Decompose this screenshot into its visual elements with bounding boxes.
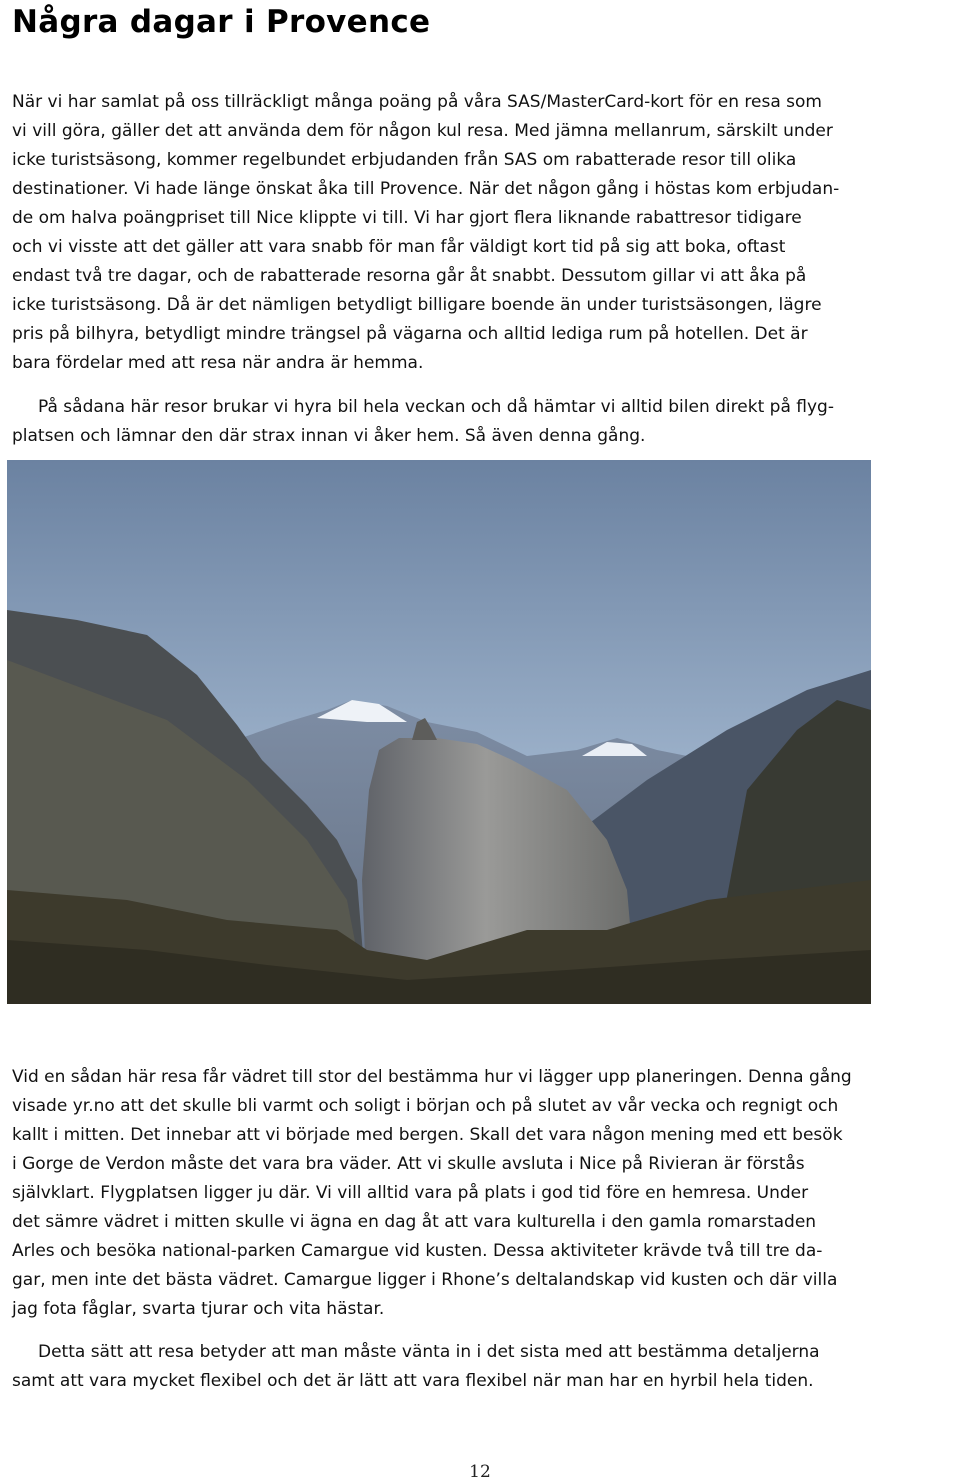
text-line: självklart. Flygplatsen ligger ju där. Vi vill alltid vara på plats i god tid före en hemresa. Under	[12, 1183, 809, 1203]
text-line: icke turistsäsong, kommer regelbundet erbjudanden från SAS om rabatterade resor till olika	[12, 150, 797, 170]
text-line: jag fota fåglar, svarta tjurar och vita hästar.	[12, 1299, 385, 1319]
text-line: icke turistsäsong. Då är det nämligen betydligt billigare boende än under turistsäsongen, lägre	[12, 295, 822, 315]
paragraph-intro	[12, 88, 952, 378]
text-line: i Gorge de Verdon måste det vara bra väder. Att vi skulle avsluta i Nice på Rivieran är förstås	[12, 1154, 805, 1174]
text-line: visade yr.no att det skulle bli varmt och soligt i början och på slutet av vår vecka och regnigt och	[12, 1096, 839, 1116]
mountain-landscape-photo	[7, 460, 871, 1004]
text-line: endast två tre dagar, och de rabatterade resorna går åt snabbt. Dessutom gillar vi att åka på	[12, 266, 807, 286]
text-line: samt att vara mycket flexibel och det är lätt att vara flexibel när man har en hyrbil hela tiden.	[12, 1371, 814, 1391]
text-line: När vi har samlat på oss tillräckligt många poäng på våra SAS/MasterCard-kort för en resa som	[12, 92, 822, 112]
text-line: Vid en sådan här resa får vädret till stor del bestämma hur vi lägger upp planeringen. Denna gång	[12, 1067, 852, 1087]
text-line: gar, men inte det bästa vädret. Camargue ligger i Rhone’s deltalandskap vid kusten och där villa	[12, 1270, 838, 1290]
page-number: 12	[469, 1462, 491, 1482]
text-line: Arles och besöka national-parken Camargue vid kusten. Dessa aktiviteter krävde två till tre da-	[12, 1241, 823, 1261]
paragraph-car-rental	[12, 393, 952, 451]
text-line: Detta sätt att resa betyder att man måste vänta in i det sista med att bestämma detaljerna	[38, 1342, 820, 1362]
text-line: platsen och lämnar den där strax innan vi åker hem. Så även denna gång.	[12, 426, 646, 446]
text-line: vi vill göra, gäller det att använda dem för någon kul resa. Med jämna mellanrum, särskilt under	[12, 121, 833, 141]
paragraph-weather	[12, 1063, 952, 1324]
text-line: kallt i mitten. Det innebar att vi började med bergen. Skall det vara någon mening med ett besök	[12, 1125, 843, 1145]
page-title: Några dagar i Provence	[12, 4, 431, 40]
text-line: bara fördelar med att resa när andra är hemma.	[12, 353, 424, 373]
text-line: På sådana här resor brukar vi hyra bil hela veckan och då hämtar vi alltid bilen direkt på flyg-	[38, 397, 834, 417]
text-line: det sämre vädret i mitten skulle vi ägna en dag åt att vara kulturella i den gamla romarstaden	[12, 1212, 817, 1232]
text-line: de om halva poängpriset till Nice klippte vi till. Vi har gjort flera liknande rabattresor tidigare	[12, 208, 802, 228]
photo-illustration	[7, 460, 871, 1004]
text-line: pris på bilhyra, betydligt mindre trängsel på vägarna och alltid lediga rum på hotellen. Det är	[12, 324, 808, 344]
text-line: och vi visste att det gäller att vara snabb för man får väldigt kort tid på sig att boka, oftast	[12, 237, 786, 257]
text-line: destinationer. Vi hade länge önskat åka till Provence. När det någon gång i höstas kom erbjudan-	[12, 179, 840, 199]
paragraph-flexibility	[12, 1338, 952, 1396]
